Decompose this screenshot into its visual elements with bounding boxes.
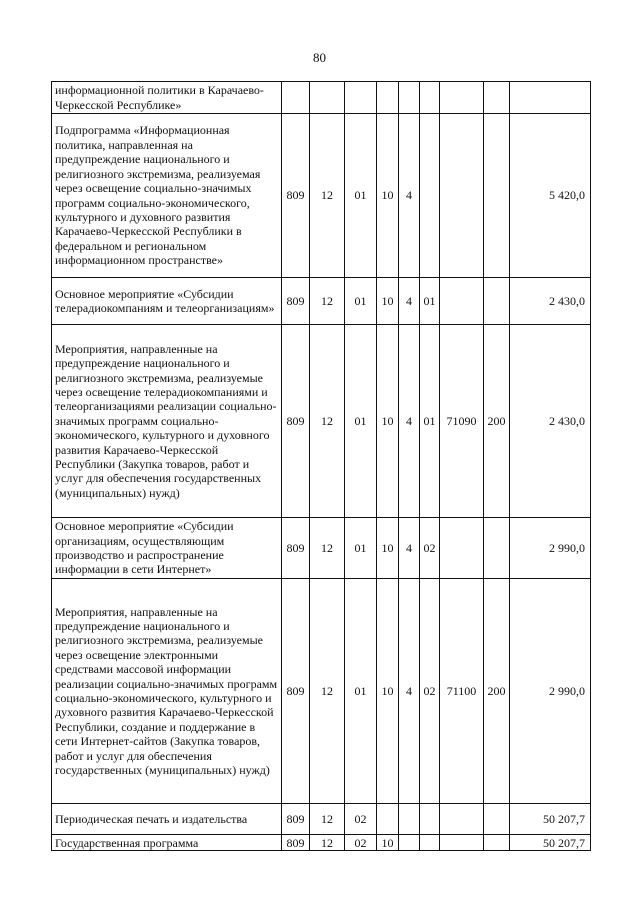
expense-type-code xyxy=(484,114,510,278)
subprogram-code: 4 xyxy=(399,579,420,804)
subsection-code: 01 xyxy=(345,278,377,325)
program-code: 10 xyxy=(377,114,399,278)
direction-code xyxy=(440,835,484,851)
subsection-code: 01 xyxy=(345,518,377,579)
row-name: информационной политики в Карачаево-Черкесской Республике» xyxy=(52,82,282,114)
row-name: Мероприятия, направленные на предупреждение национального и религиозного экстремизма, реализуемые через освещение электронными средствами массовой информации реализации социально-значимых программ социально-экономического, культурного и духовного развития Карачаево-Черкесской Республики, создание и поддержание в сети Интернет-сайтов (Закупка товаров, работ и услуг для обеспечения государственных (муниципальных) нужд) xyxy=(52,579,282,804)
event-code: 01 xyxy=(420,325,440,518)
program-code xyxy=(377,82,399,114)
ministry-code: 809 xyxy=(282,518,310,579)
table-row xyxy=(52,82,591,114)
page-number: 80 xyxy=(313,50,326,65)
direction-code: 71090 xyxy=(440,325,484,518)
table-row xyxy=(52,518,591,579)
subsection-code: 01 xyxy=(345,325,377,518)
expense-type-code xyxy=(484,82,510,114)
ministry-code: 809 xyxy=(282,804,310,835)
section-code: 12 xyxy=(310,518,345,579)
program-code: 10 xyxy=(377,835,399,851)
program-code: 10 xyxy=(377,579,399,804)
event-code: 02 xyxy=(420,579,440,804)
amount: 5 420,0 xyxy=(510,114,591,278)
amount: 2 430,0 xyxy=(510,278,591,325)
section-code: 12 xyxy=(310,579,345,804)
table-row xyxy=(52,579,591,804)
expense-type-code: 200 xyxy=(484,579,510,804)
amount: 2 430,0 xyxy=(510,325,591,518)
budget-table xyxy=(51,81,591,851)
expense-type-code: 200 xyxy=(484,325,510,518)
ministry-code: 809 xyxy=(282,325,310,518)
ministry-code: 809 xyxy=(282,114,310,278)
section-code: 12 xyxy=(310,278,345,325)
amount: 2 990,0 xyxy=(510,579,591,804)
direction-code xyxy=(440,804,484,835)
subsection-code: 01 xyxy=(345,114,377,278)
table-row xyxy=(52,804,591,835)
amount xyxy=(510,82,591,114)
ministry-code xyxy=(282,82,310,114)
subprogram-code: 4 xyxy=(399,518,420,579)
table-row xyxy=(52,325,591,518)
subprogram-code: 4 xyxy=(399,325,420,518)
event-code: 01 xyxy=(420,278,440,325)
subprogram-code: 4 xyxy=(399,114,420,278)
ministry-code: 809 xyxy=(282,278,310,325)
program-code: 10 xyxy=(377,518,399,579)
expense-type-code xyxy=(484,804,510,835)
expense-type-code xyxy=(484,835,510,851)
direction-code xyxy=(440,114,484,278)
event-code xyxy=(420,82,440,114)
subprogram-code: 4 xyxy=(399,278,420,325)
event-code: 02 xyxy=(420,518,440,579)
subsection-code: 02 xyxy=(345,804,377,835)
event-code xyxy=(420,835,440,851)
section-code xyxy=(310,82,345,114)
row-name: Основное мероприятие «Субсидии телерадиокомпаниям и телеорганизациям» xyxy=(52,278,282,325)
subsection-code: 01 xyxy=(345,579,377,804)
direction-code xyxy=(440,82,484,114)
subsection-code xyxy=(345,82,377,114)
program-code xyxy=(377,804,399,835)
event-code xyxy=(420,114,440,278)
subprogram-code xyxy=(399,804,420,835)
direction-code: 71100 xyxy=(440,579,484,804)
direction-code xyxy=(440,278,484,325)
section-code: 12 xyxy=(310,325,345,518)
table-row xyxy=(52,114,591,278)
subprogram-code xyxy=(399,82,420,114)
ministry-code: 809 xyxy=(282,579,310,804)
amount: 50 207,7 xyxy=(510,804,591,835)
row-name: Основное мероприятие «Субсидии организациям, осуществляющим производство и распространение информации в сети Интернет» xyxy=(52,518,282,579)
section-code: 12 xyxy=(310,835,345,851)
program-code: 10 xyxy=(377,325,399,518)
section-code: 12 xyxy=(310,114,345,278)
expense-type-code xyxy=(484,518,510,579)
event-code xyxy=(420,804,440,835)
row-name: Государственная программа xyxy=(52,835,282,851)
program-code: 10 xyxy=(377,278,399,325)
amount: 50 207,7 xyxy=(510,835,591,851)
row-name: Периодическая печать и издательства xyxy=(52,804,282,835)
subprogram-code xyxy=(399,835,420,851)
subsection-code: 02 xyxy=(345,835,377,851)
table-row xyxy=(52,835,591,851)
section-code: 12 xyxy=(310,804,345,835)
ministry-code: 809 xyxy=(282,835,310,851)
amount: 2 990,0 xyxy=(510,518,591,579)
row-name: Подпрограмма «Информационная политика, направленная на предупреждение национального и религиозного экстремизма, реализуемая через освещение социально-значимых программ социально-экономического, культурного и духовного развития Карачаево-Черкесской Республики в федеральном и региональном информационном пространстве» xyxy=(52,114,282,278)
direction-code xyxy=(440,518,484,579)
table-row xyxy=(52,278,591,325)
expense-type-code xyxy=(484,278,510,325)
row-name: Мероприятия, направленные на предупреждение национального и религиозного экстремизма, реализуемые через освещение телерадиокомпаниями и телеорганизациями реализации социально-значимых программ социально-экономического, культурного и духовного развития Карачаево-Черкесской Республики (Закупка товаров, работ и услуг для обеспечения государственных (муниципальных) нужд) xyxy=(52,325,282,518)
